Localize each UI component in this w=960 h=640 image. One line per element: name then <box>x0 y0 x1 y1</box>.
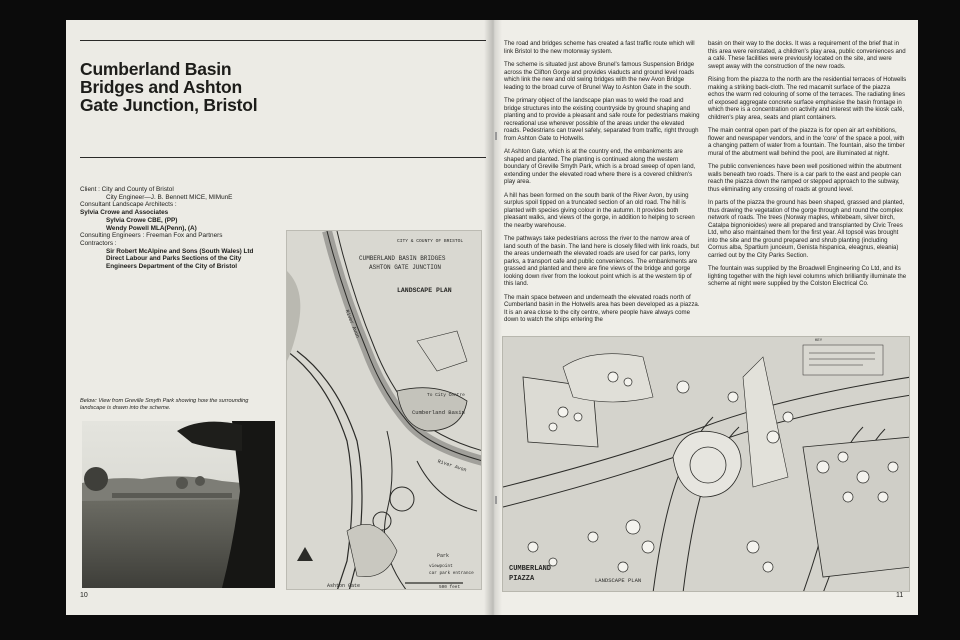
plan-scale: 500 feet <box>439 585 461 590</box>
staple <box>495 132 497 140</box>
paragraph: The pathways take pedestrians across the river to the narrow area of land south of the basin. The land here is closely filled with link roads, but the areas underneath the elevated roads are used for car parks, lorry parks, a transport cafe and public conveniences. The embankments are grassed and planted and there are fine views of the bridge and gorge looking down river from the lookout point which is at the western tip of this land. <box>504 235 699 287</box>
plan-label: LANDSCAPE PLAN <box>397 287 452 294</box>
caption-line: landscape is drawn into the scheme. <box>80 405 171 411</box>
paragraph: A hill has been formed on the south bank of the River Avon, by using surplus spoil tipped on a truncated section of an old road. The hill is planted with species giving colour in the autumn. It provides both pleasant walks, and views of the gorge, in addition to helping to screen the nearby warehouse. <box>504 191 695 229</box>
paragraph: The fountain was supplied by the Broadwell Engineering Co Ltd, and its lighting together with the high level columns which brilliantly illuminate the scheme at night were supplied by the Colston Electrical Co. <box>708 265 907 287</box>
title-line: Bridges and Ashton <box>80 77 243 97</box>
paragraph: At Ashton Gate, which is at the country end, the embankments are shaped and planted. The planting is continued along the western boundary of Greville Smyth Park, which is a broad sweep of open land, extending under the elevated road where there is a covered children's play area. <box>504 148 696 185</box>
gate-label: Ashton Gate <box>327 583 361 589</box>
credit-contractors-label: Contractors : <box>80 239 117 247</box>
piazza-legend: KEY <box>815 339 823 343</box>
spine-gutter <box>484 20 502 615</box>
credit-consultant-name: Sylvia Crowe and Associates <box>80 209 169 217</box>
caption-line: Below: View from Greville Smyth Park showing how the surrounding <box>80 398 249 404</box>
park-photo <box>82 421 275 588</box>
credit-powell: Wendy Powell MLA(Penn), (A) <box>106 224 197 232</box>
landscape-plan-map <box>286 230 482 590</box>
plan-key: viewpoint <box>429 564 453 569</box>
plan-key: car park entrance <box>429 571 474 576</box>
park-photo-image <box>82 421 275 588</box>
paragraph: The main space between and underneath the elevated roads north of Cumberland basin in the Hotwells area has been developed as a piazza. It is an area close to the city centre, where people have always come down to watch the ships entering the <box>504 293 700 323</box>
credit-consultant-label: Consultant Landscape Architects : <box>80 201 177 209</box>
centre-label: To City Centre <box>427 393 465 398</box>
piazza-plan <box>502 336 910 592</box>
river-label: River Avon <box>343 308 361 340</box>
credit-contractor: Direct Labour and Parks Sections of the City <box>106 255 242 263</box>
page-number: 10 <box>80 592 88 599</box>
plan-heading: CUMBERLAND BASIN BRIDGES <box>359 255 446 262</box>
paragraph: The road and bridges scheme has created a fast traffic route which will link Bristol to the new motorway system. <box>504 40 695 55</box>
top-rule <box>80 40 486 41</box>
page-title <box>80 60 380 114</box>
paragraph: The public conveniences have been well positioned within the abutment walls beneath two roads. There is a car park to the east and people can reach the piazza down the ramped or stepped approach to the subway, thus eliminating any crossing of roads at ground level. <box>708 163 902 193</box>
piazza-label: LANDSCAPE PLAN <box>595 577 642 584</box>
staple <box>495 496 497 504</box>
plan-heading: CITY & COUNTY OF BRISTOL <box>397 239 464 244</box>
credit-crowe: Sylvia Crowe CBE, (PP) <box>106 216 178 224</box>
title-line: Cumberland Basin <box>80 59 232 79</box>
paragraph: The scheme is situated just above Brunel's famous Suspension Bridge across the Clifton Gorge and provides viaducts and ground level roads which link the new and old swing bridges with the new Avon Bridge leading to the broad curve of Brunel Way to Ashton Gate in the south. <box>504 61 695 91</box>
right-page <box>492 20 918 615</box>
text-column-1 <box>504 40 700 330</box>
left-page <box>66 20 492 615</box>
park-label: Park <box>437 553 450 559</box>
piazza-label: CUMBERLAND <box>509 565 552 573</box>
paragraph: The primary object of the landscape plan was to weld the road and bridge structures into the existing countryside by ground shaping and planting and to provide a pleasant and safe route for pedestrians making recreational use wherever possible of the areas under the elevated roads. Pedestrians can travel safely, separated from traffic, right through from Ashton Gate to Hotwells. <box>504 97 700 142</box>
plan-heading: ASHTON GATE JUNCTION <box>369 264 442 271</box>
magazine-spread <box>66 20 918 615</box>
paragraph: In parts of the piazza the ground has been shaped, grassed and planted, thus drawing the vegetation of the gorge through and round the complex network of roads. The trees (Norway maples, whitebeam, silver birch, Catalpa bignonioides) were all prepared and transplanted by Civic Trees Ltd, who also maintained them for the first year. All topsoil was brought into the site and the ground prepared and shrub planting (including Cornus alba, Spartium junceum, Genista hispanica, eleagnus, eleania) carried out by the City Parks Section. <box>708 199 905 259</box>
credit-engineer: City Engineer—J. B. Bennett MICE, MIMunE <box>106 193 233 201</box>
credit-client: Client : City and County of Bristol <box>80 186 174 193</box>
paragraph: The main central open part of the piazza is for open air art exhibitions, flower and newspaper vendors, and in the 'core' of the space a pool, with a changing pattern of water from a fountain. The fountain, also the timber mural of the abutment wall behind the pool, are illuminated at night. <box>708 127 905 157</box>
credit-contractor: Sir Robert McAlpine and Sons (South Wales) Ltd <box>106 247 254 255</box>
title-line: Gate Junction, Bristol <box>80 95 258 115</box>
paragraph: Rising from the piazza to the north are the residential terraces of Hotwells making a striking back-cloth. The red macamit surface of the piazza echos the warm red colouring of some of the terraces. The radiating lines of exposed aggregate concrete surface emphasise the basin frontage in which there is a concentration on activity and interest with the kiosk café, children's play area, seats and plant containers. <box>708 76 907 121</box>
credit-consulting-engineers: Consulting Engineers : Freeman Fox and Partners <box>80 232 223 240</box>
paragraph: basin on their way to the docks. It was a requirement of the brief that in this area were reinstated, a children's play area, public conveniences and a café. These facilities were previously located on the site, and were swept away with the construction of the new roads. <box>708 40 906 70</box>
river-label: River Avon <box>436 458 468 474</box>
piazza-drawing <box>503 337 910 592</box>
basin-label: Cumberland Basin <box>412 409 465 416</box>
text-column-2 <box>708 40 908 294</box>
page-number: 11 <box>896 592 904 599</box>
piazza-label: PIAZZA <box>509 575 535 583</box>
photo-caption <box>80 398 270 412</box>
credit-contractor: Engineers Department of the City of Bristol <box>106 263 238 271</box>
title-rule <box>80 157 486 158</box>
